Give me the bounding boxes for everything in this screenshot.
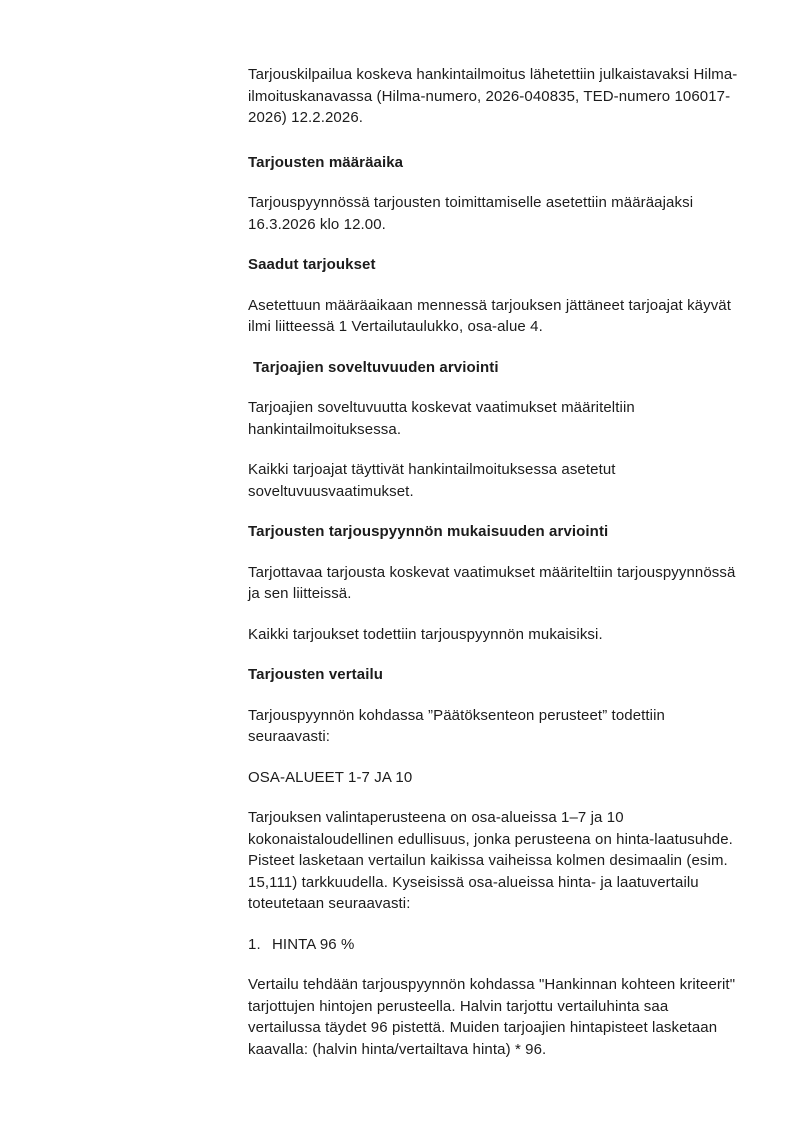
document-text-column <box>248 64 745 1079</box>
paragraph-maaraaika: Tarjouspyynnössä tarjousten toimittamiselle asetettiin määräajaksi 16.3.2026 klo 12.00. <box>248 194 694 233</box>
heading-tarjousten-vertailu: Tarjousten vertailu <box>248 666 383 683</box>
paragraph-hankintailmoitus-julkaisu: Tarjouskilpailua koskeva hankintailmoitus lähetettiin julkaistavaksi Hilma-ilmoituskanavassa (Hilma-numero, 2026-040835, TED-numero 106017-2026) 12.2.2026. <box>248 66 738 126</box>
paragraph-osa-alueet-otsikko: OSA-ALUEET 1-7 JA 10 <box>248 768 413 786</box>
list-item-marker: 1. <box>248 935 261 953</box>
paragraph-mukaisuus-toteama: Kaikki tarjoukset todettiin tarjouspyynnön mukaisiksi. <box>248 625 603 643</box>
paragraph-soveltuvuus-vaatimukset: Tarjoajien soveltuvuutta koskevat vaatimukset määriteltiin hankintailmoituksessa. <box>248 399 635 438</box>
paragraph-paatoksenteon-perusteet: Tarjouspyynnön kohdassa ”Päätöksenteon perusteet” todettiin seuraavasti: <box>248 706 665 745</box>
heading-tarjousten-maaraaika: Tarjousten määräaika <box>248 153 404 171</box>
paragraph-soveltuvuus-tayttyminen: Kaikki tarjoajat täyttivät hankintailmoituksessa asetetut soveltuvuusvaatimukset. <box>248 461 616 500</box>
list-item-hinta-96 <box>248 934 745 956</box>
paragraph-mukaisuus-vaatimukset: Tarjottavaa tarjousta koskevat vaatimukset määriteltiin tarjouspyynnössä ja sen liitteissä. <box>248 563 736 602</box>
heading-saadut-tarjoukset: Saadut tarjoukset <box>248 256 376 273</box>
heading-tarjoajien-soveltuvuuden-arviointi: Tarjoajien soveltuvuuden arviointi <box>253 358 499 376</box>
paragraph-hintavertailu-kaava: Vertailu tehdään tarjouspyynnön kohdassa "Hankinnan kohteen kriteerit" tarjottujen hintojen perusteella. Halvin tarjottu vertailuhinta saa vertailussa täydet 96 pistettä. Muiden tarjoajien hintapisteet lasketaan kaavalla: (halvin hinta/vertailtava hinta) * 96. <box>248 976 736 1058</box>
paragraph-saadut-tarjoukset: Asetettuun määräaikaan mennessä tarjouksen jättäneet tarjoajat käyvät ilmi liitteessä 1 Vertailutaulukko, osa-alue 4. <box>248 296 732 335</box>
paragraph-valintaperuste: Tarjouksen valintaperusteena on osa-alueissa 1–7 ja 10 kokonaistaloudellinen edullisuus, jonka perusteena on hinta-laatusuhde. Pisteet lasketaan vertailun kaikissa vaiheissa kolmen desimaalin (esim. 15,111) tarkkuudella. Kyseisissä osa-alueissa hinta- ja laatuvertailu toteutetaan seuraavasti: <box>248 809 733 912</box>
heading-tarjouspyynnon-mukaisuuden-arviointi: Tarjousten tarjouspyynnön mukaisuuden arviointi <box>248 523 609 540</box>
list-item-text: HINTA 96 % <box>272 935 355 953</box>
